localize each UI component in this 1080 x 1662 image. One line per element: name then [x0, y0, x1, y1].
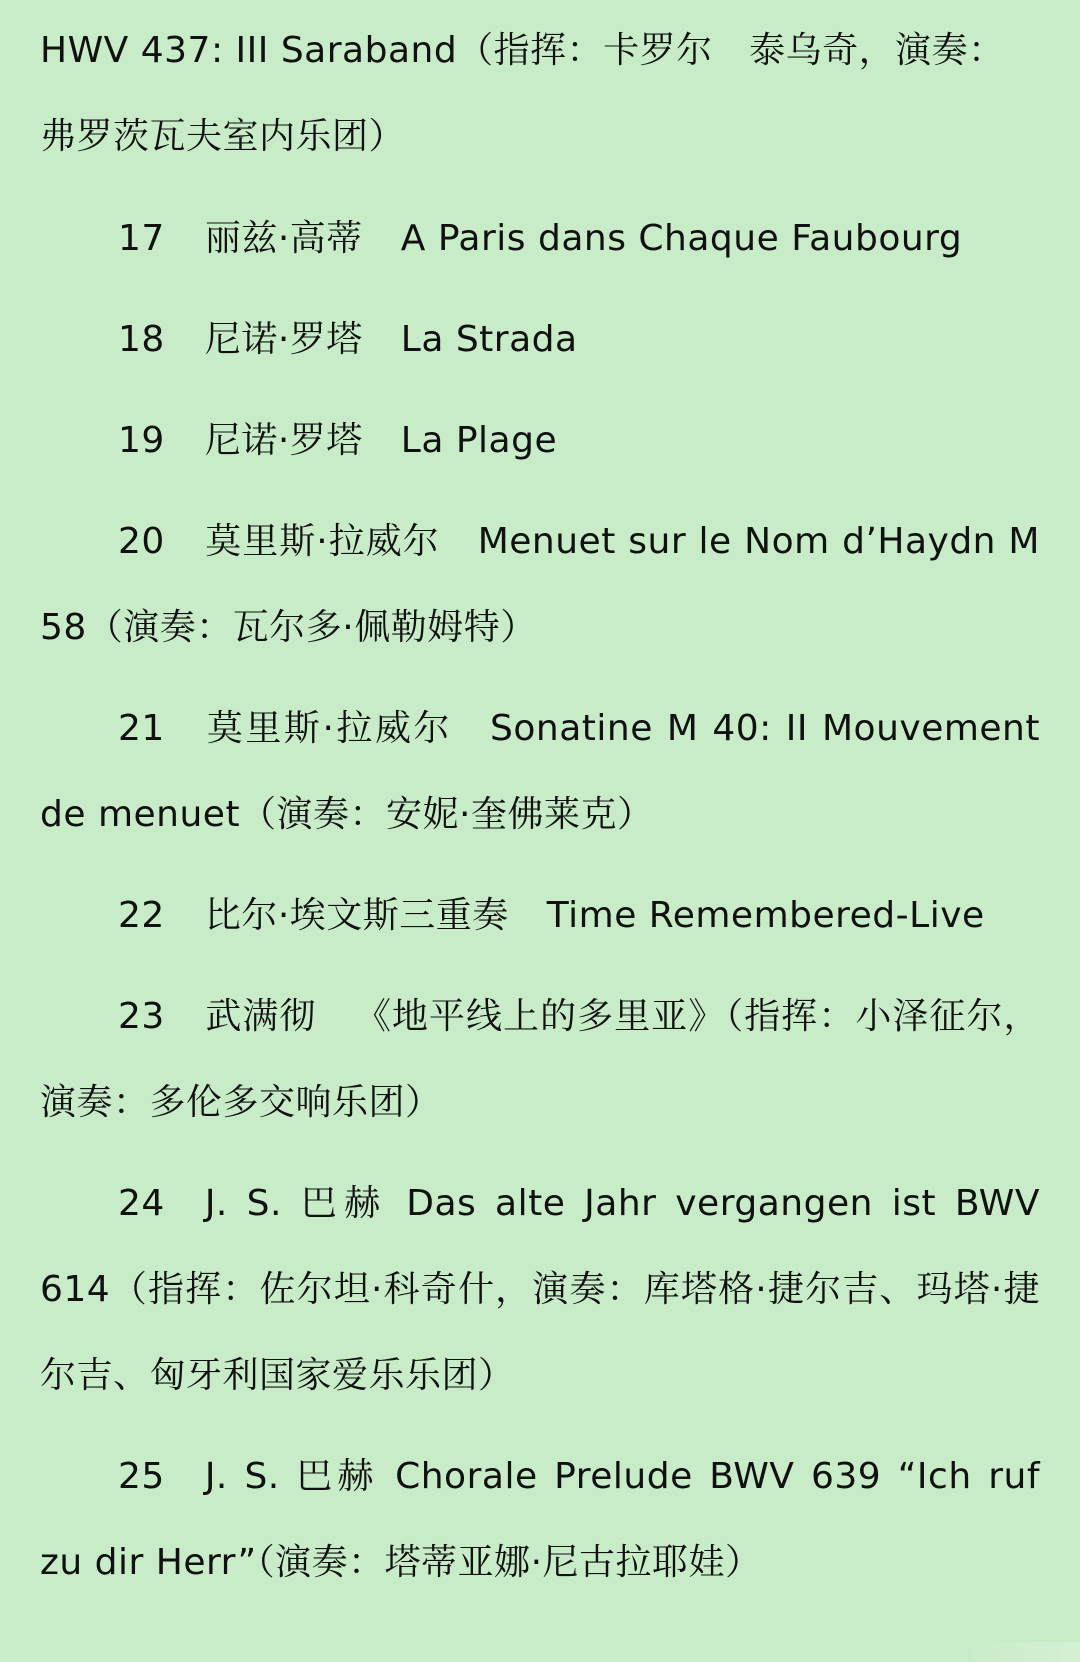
- track-title: Time Remembered-Live: [546, 895, 985, 936]
- track-title: Menuet sur le Nom d’Haydn M 58（演奏：瓦尔多·佩勒姆特）: [40, 521, 1040, 648]
- track-artist: 武满彻: [204, 996, 317, 1037]
- track-number: 18: [118, 319, 165, 360]
- track-number: 24: [118, 1183, 165, 1224]
- track-title: A Paris dans Chaque Faubourg: [400, 218, 963, 259]
- continuation-line-2: 弗罗茨瓦夫室内乐团）: [40, 116, 406, 157]
- track-number: 21: [118, 708, 165, 749]
- paragraph-continuation: [40, 8, 1040, 180]
- track-number: 19: [118, 420, 165, 461]
- track-number: 22: [118, 895, 165, 936]
- corner-shade: [960, 1642, 1080, 1662]
- track-title: La Strada: [400, 319, 578, 360]
- track-entry-20: [40, 499, 1040, 671]
- track-artist: 丽兹·高蒂: [204, 218, 363, 259]
- continuation-line-1: HWV 437: III Saraband（指挥：卡罗尔 泰乌奇，演奏：: [40, 30, 1005, 71]
- track-text: J. S. 巴赫 Das alte Jahr vergangen ist BWV 614（指挥：佐尔坦·科奇什，演奏：库塔格·捷尔吉、玛塔·捷尔吉、匈牙利国家爱乐乐团）: [40, 1183, 1040, 1396]
- track-entry-25: [40, 1434, 1040, 1606]
- track-entry-19: [40, 398, 1040, 484]
- track-number: 17: [118, 218, 165, 259]
- track-entry-18: [40, 297, 1040, 383]
- track-entry-17: [40, 196, 1040, 282]
- track-artist: 莫里斯·拉威尔: [204, 708, 453, 749]
- track-artist: 莫里斯·拉威尔: [204, 521, 440, 562]
- track-entry-22: [40, 873, 1040, 959]
- track-entry-23: [40, 974, 1040, 1146]
- track-title: 《地平线上的多里亚》（指挥：小泽征尔，演奏：多伦多交响乐团）: [40, 996, 1040, 1123]
- track-text: J. S. 巴赫 Chorale Prelude BWV 639 “Ich ruf zu dir Herr”（演奏：塔蒂亚娜·尼古拉耶娃）: [40, 1456, 1040, 1583]
- track-number: 20: [118, 521, 165, 562]
- track-title: Sonatine M 40: II Mouvement de menuet（演奏：安妮·奎佛莱克）: [40, 708, 1040, 835]
- track-entry-21: [40, 686, 1040, 858]
- track-artist: 比尔·埃文斯三重奏: [204, 895, 509, 936]
- track-number: 25: [118, 1456, 165, 1497]
- track-number: 23: [118, 996, 165, 1037]
- track-artist: 尼诺·罗塔: [204, 319, 363, 360]
- track-entry-24: [40, 1161, 1040, 1419]
- track-artist: 尼诺·罗塔: [204, 420, 363, 461]
- track-title: La Plage: [400, 420, 558, 461]
